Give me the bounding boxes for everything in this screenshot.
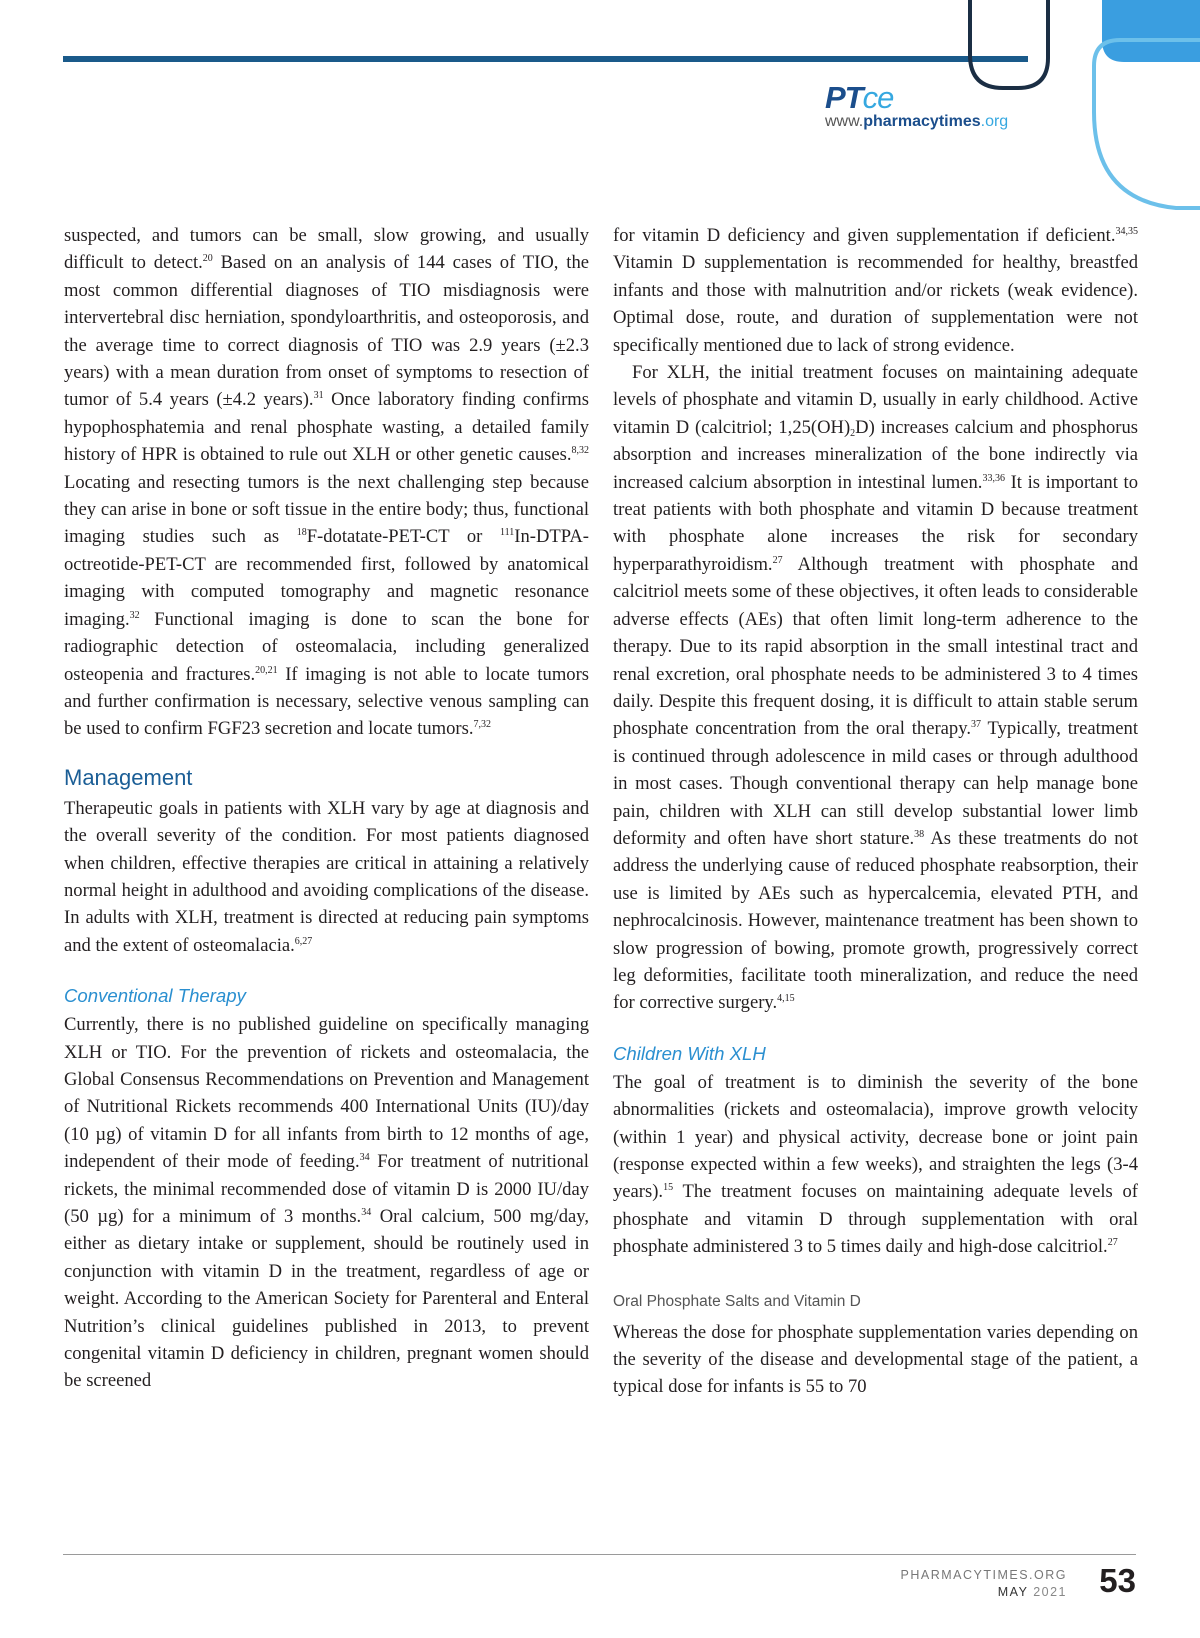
paragraph-vitamin-d-deficiency: for vitamin D deficiency and given supplementation if deficient.$^{34,35}$ Vitamin D supplementation is recommended for healthy, breastfed infants and those with malnutrition and/or rickets (weak evidence). Optimal dose, route, and duration of supplementation were not specifically mentioned due to lack of strong evidence. [613,225,1138,356]
footer-rule [63,1554,1136,1555]
site-url: www.pharmacytimes.org [825,113,1009,130]
paragraph-tio-diagnosis: suspected, and tumors can be small, slow growing, and usually difficult to detect.$^{20}$ Based on an analysis of 144 cases of TIO, the most common differential diagnoses of TIO misdiagnosis were intervertebral disc herniation, spondyloarthritis, and osteoporosis, and the average time to correct diagnosis of TIO was 2.9 years (±2.3 years) with a mean duration from onset of symptoms to resection of tumor of 5.4 years (±4.2 years).$^{31}$ Once laboratory finding confirms hypophosphatemia and renal phosphate wasting, a detailed family history of HPR is obtained to rule out XLH or other genetic causes.$^{8,32}$ Locating and resecting tumors is the next challenging step because they can arise in bone or soft tissue in the entire body; thus, functional imaging studies such as $^{18}$F-dotatate-PET-CT or $^{111}$In-DTPA-octreotide-PET-CT are recommended first, followed by anatomical imaging with computed tomography and magnetic resonance imaging.$^{32}$ Functional imaging is done to scan the bone for radiographic detection of osteomalacia, including generalized osteopenia and fractures.$^{20,21}$ If imaging is not able to locate tumors and further confirmation is necessary, selective venous sampling can be used to confirm FGF23 secretion and locate tumors.$^{7,32}$ [64,225,590,740]
paragraph-conventional-therapy: Currently, there is no published guideline on specifically managing XLH or TIO. For the prevention of rickets and osteomalacia, the Global Consensus Recommendations on Prevention and Management of Nutritional Rickets recommends 400 International Units (IU)/day (10 µg) of vitamin D for all infants from birth to 12 months of age, independent of their mode of feeding.$^{34}$ For treatment of nutritional rickets, the minimal recommended dose of vitamin D is 2000 IU/day (50 µg) for a minimum of 3 months.$^{34}$ Oral calcium, 500 mg/day, either as dietary intake or supplement, should be routinely used in conjunction with vitamin D in the treatment, regardless of age or weight. According to the American Society for Parenteral and Enteral Nutrition’s clinical guidelines published in 2013, to prevent congenital vitamin D deficiency in children, pregnant women should be screened [64,1014,589,1392]
heading-management: Management [64,764,193,790]
heading-conventional-therapy: Conventional Therapy [64,985,246,1007]
footer-site: PHARMACYTIMES.ORG [900,1568,1067,1582]
header-rule [63,56,1028,62]
right-column [613,222,1138,1401]
heading-children-with-xlh: Children With XLH [613,1042,766,1064]
heading-oral-phosphate: Oral Phosphate Salts and Vitamin D [613,1292,861,1310]
footer-date: MAY 2021 [997,1585,1067,1599]
ptce-logo: PTce www.pharmacytimes.org [825,80,1009,130]
paragraph-xlh-treatment: For XLH, the initial treatment focuses on maintaining adequate levels of phosphate and vitamin D, usually in early childhood. Active vitamin D (calcitriol; $1,25(OH)_2D$) increases calcium and phosphorus absorption and increases mineralization of the bone indirectly via increased calcium absorption in intestinal lumen.$^{33,36}$ It is important to treat patients with both phosphate and vitamin D because treatment with phosphate alone increases the risk for secondary hyperparathyroidism.$^{27}$ Although treatment with phosphate and calcitriol meets some of these objectives, it often leads to considerable adverse effects (AEs) that often limit long-term adherence to the therapy. Due to its rapid absorption in the small intestinal tract and renal excretion, oral phosphate needs to be administered 3 to 4 times daily. Despite this frequent dosing, it is difficult to attain stable serum phosphate concentration from the oral therapy.$^{37}$ Typically, treatment is continued through adolescence in mild cases or through adulthood in most cases. Though conventional therapy can help manage bone pain, children with XLH can still develop substantial lower limb deformity and often have short stature.$^{38}$ As these treatments do not address the underlying cause of reduced phosphate reabsorption, their use is limited by AEs such as hypercalcemia, elevated PTH, and nephrocalcinosis. However, maintenance treatment has been shown to slow progression of bowing, promote growth, progressively correct leg deformities, facilitate tooth mineralization, and reduce the need for corrective surgery.$^{4,15}$ [613,362,1139,1014]
paragraph-children-goals: The goal of treatment is to diminish the severity of the bone abnormalities (rickets and osteomalacia), improve growth velocity (within 1 year) and physical activity, decrease bone or joint pain (response expected within a few weeks), and straighten the legs (3-4 years).$^{15}$ The treatment focuses on maintaining adequate levels of phosphate and vitamin D through supplementation with oral phosphate administered 3 to 5 times daily and high-dose calcitriol.$^{27}$ [613,1071,1138,1258]
left-column [64,222,589,1395]
paragraph-phosphate-dose: Whereas the dose for phosphate supplementation varies depending on the severity of the disease and developmental stage of the patient, a typical dose for infants is 55 to 70 [613,1321,1138,1398]
page-number: 53 [1099,1562,1136,1599]
paragraph-therapeutic-goals: Therapeutic goals in patients with XLH vary by age at diagnosis and the overall severity of the condition. For most patients diagnosed when children, effective therapies are critical in attaining a relatively normal height in adulthood and avoiding complications of the disease. In adults with XLH, treatment is directed at reducing pain symptoms and the extent of osteomalacia.$^{6,27}$ [64,797,589,956]
